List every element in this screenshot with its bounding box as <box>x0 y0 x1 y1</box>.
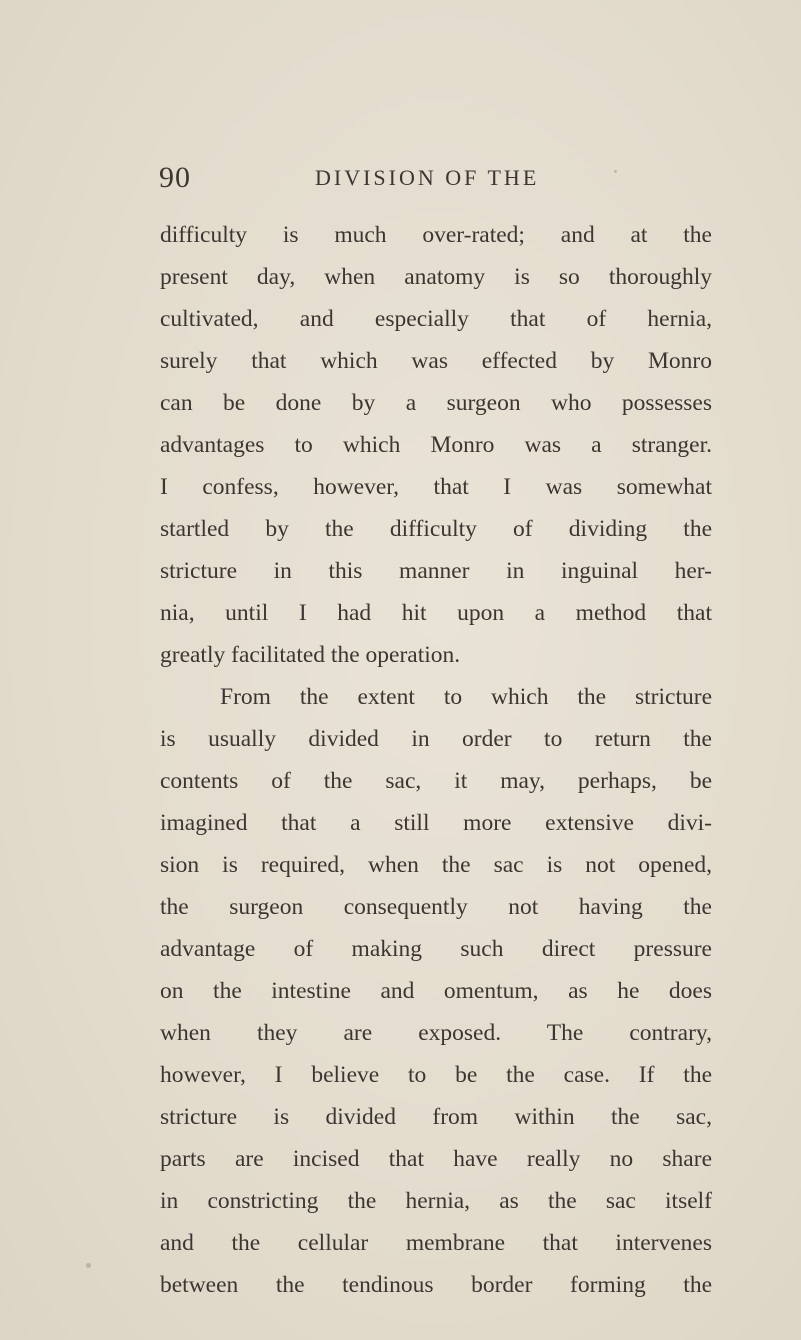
running-head: DIVISION OF THE <box>315 165 540 190</box>
text-line: on the intestine and omentum, as he does <box>160 978 712 1004</box>
text-line: sion is required, when the sac is not opened, <box>160 852 712 878</box>
text-line: nia, until I had hit upon a method that <box>160 600 712 626</box>
text-line: cultivated, and especially that of hernia, <box>160 306 712 332</box>
text-line: can be done by a surgeon who possesses <box>160 390 712 416</box>
text-line: stricture is divided from within the sac, <box>160 1104 712 1130</box>
text-line: startled by the difficulty of dividing the <box>160 516 712 542</box>
text-line: in constricting the hernia, as the sac itself <box>160 1188 712 1214</box>
paragraph-start-line: From the extent to which the stricture <box>220 684 712 710</box>
text-line: contents of the sac, it may, perhaps, be <box>160 768 712 794</box>
text-line: imagined that a still more extensive divi- <box>160 810 712 836</box>
text-line: and the cellular membrane that intervenes <box>160 1230 712 1256</box>
text-line: advantages to which Monro was a stranger. <box>160 432 712 458</box>
text-line: I confess, however, that I was somewhat <box>160 474 712 500</box>
body-text <box>160 214 712 1306</box>
text-line: the surgeon consequently not having the <box>160 894 712 920</box>
text-line: when they are exposed. The contrary, <box>160 1020 712 1046</box>
paper-blemish <box>86 1263 91 1268</box>
text-line: greatly facilitated the operation. <box>160 642 461 668</box>
text-line: advantage of making such direct pressure <box>160 936 712 962</box>
text-line: difficulty is much over-rated; and at the <box>160 222 712 248</box>
paper-blemish <box>614 170 617 173</box>
page-header <box>159 158 719 198</box>
text-line: present day, when anatomy is so thoroughly <box>160 264 712 290</box>
text-line: between the tendinous border forming the <box>160 1272 712 1298</box>
text-line: surely that which was effected by Monro <box>160 348 712 374</box>
text-line: however, I believe to be the case. If the <box>160 1062 712 1088</box>
page-number: 90 <box>159 161 191 194</box>
text-line: is usually divided in order to return the <box>160 726 712 752</box>
text-line: parts are incised that have really no share <box>160 1146 712 1172</box>
text-line: stricture in this manner in inguinal her- <box>160 558 712 584</box>
